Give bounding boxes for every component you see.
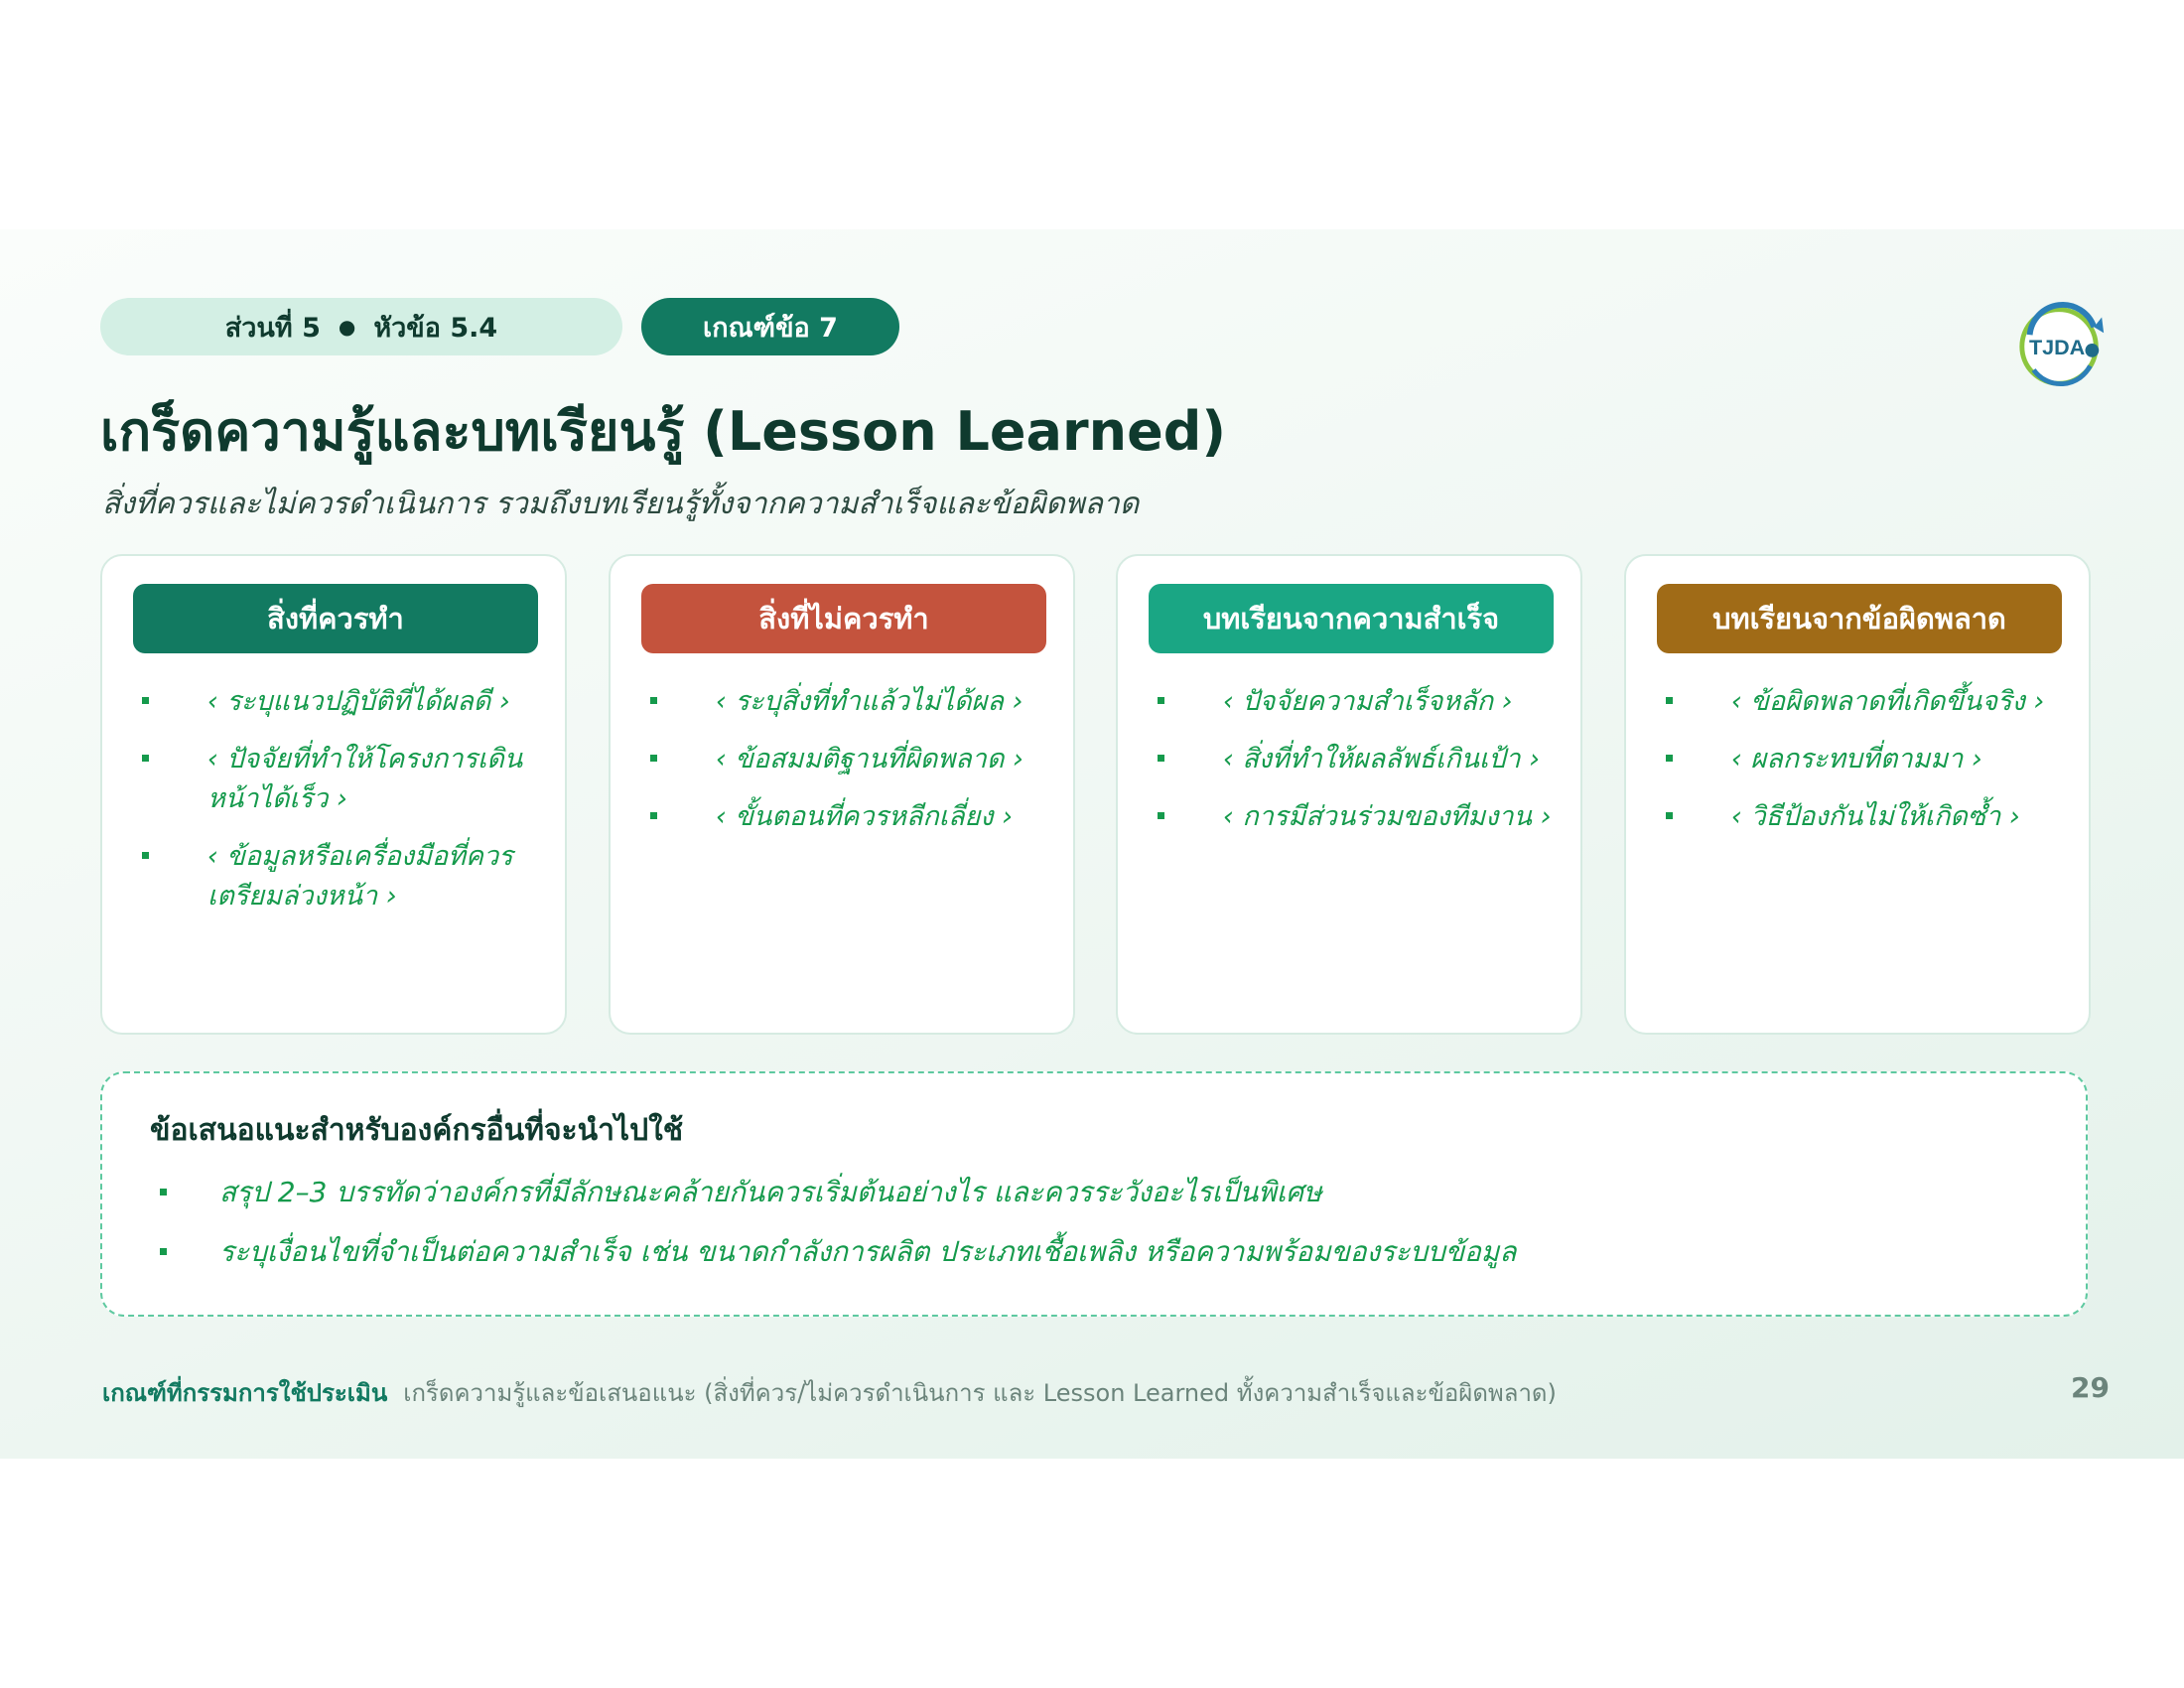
bullet-dot-icon: ● xyxy=(338,315,356,339)
recommendation-list xyxy=(158,1173,2044,1292)
topic-label: หัวข้อ 5.4 xyxy=(373,312,498,344)
tjda-logo xyxy=(2012,296,2110,393)
card-do-title: สิ่งที่ควรทำ xyxy=(267,602,404,635)
card-do-list xyxy=(140,682,542,934)
recommendation-title: ข้อเสนอแนะสำหรับองค์กรอื่นที่จะนำไปใช้ xyxy=(150,1113,684,1148)
footer-text: เกร็ดความรู้และข้อเสนอแนะ (สิ่งที่ควร/ไม่ควรดำเนินการ และ Lesson Learned ทั้งความสำเร็จและข้อผิดพลาด) xyxy=(403,1378,1557,1407)
section-label: ส่วนที่ 5 xyxy=(224,312,321,344)
list-item: ‹ การมีส่วนร่วมของทีมงาน › xyxy=(1156,797,1558,837)
page-title: เกร็ดความรู้และบทเรียนรู้ (Lesson Learned) xyxy=(100,400,1227,463)
slide xyxy=(0,229,2184,1459)
list-item: ‹ ผลกระทบที่ตามมา › xyxy=(1664,740,2066,779)
footer xyxy=(102,1372,2085,1412)
card-do-header xyxy=(133,584,538,653)
card-mistake-header xyxy=(1657,584,2062,653)
card-dont xyxy=(609,554,1075,1035)
list-item: ‹ วิธีป้องกันไม่ให้เกิดซ้ำ › xyxy=(1664,797,2066,837)
card-success-title: บทเรียนจากความสำเร็จ xyxy=(1202,602,1500,635)
section-topic-pill xyxy=(100,298,622,355)
card-dont-list xyxy=(648,682,1050,855)
logo-text: TJDA xyxy=(2028,334,2086,359)
list-item: ระบุเงื่อนไขที่จำเป็นต่อความสำเร็จ เช่น ขนาดกำลังการผลิต ประเภทเชื้อเพลิง หรือความพร้อมของระบบข้อมูล xyxy=(158,1232,2044,1272)
card-success-header xyxy=(1149,584,1554,653)
list-item: ‹ ปัจจัยที่ทำให้โครงการเดินหน้าได้เร็ว › xyxy=(140,740,542,819)
list-item: ‹ ข้อสมมติฐานที่ผิดพลาด › xyxy=(648,740,1050,779)
list-item: ‹ ข้อมูลหรือเครื่องมือที่ควรเตรียมล่วงหน้า › xyxy=(140,837,542,916)
list-item: สรุป 2–3 บรรทัดว่าองค์กรที่มีลักษณะคล้ายกันควรเริ่มต้นอย่างไร และควรระวังอะไรเป็นพิเศษ xyxy=(158,1173,2044,1212)
list-item: ‹ ระบุสิ่งที่ทำแล้วไม่ได้ผล › xyxy=(648,682,1050,722)
card-mistake-list xyxy=(1664,682,2066,855)
criteria-label: เกณฑ์ข้อ 7 xyxy=(703,312,838,344)
footer-label: เกณฑ์ที่กรรมการใช้ประเมิน xyxy=(102,1378,388,1407)
card-dont-header xyxy=(641,584,1046,653)
card-do xyxy=(100,554,567,1035)
criteria-pill xyxy=(641,298,899,355)
list-item: ‹ ข้อผิดพลาดที่เกิดขึ้นจริง › xyxy=(1664,682,2066,722)
card-dont-title: สิ่งที่ไม่ควรทำ xyxy=(758,602,929,635)
card-success-lessons xyxy=(1116,554,1582,1035)
page-number: 29 xyxy=(2071,1371,2110,1404)
list-item: ‹ ระบุแนวปฏิบัติที่ได้ผลดี › xyxy=(140,682,542,722)
list-item: ‹ ขั้นตอนที่ควรหลีกเลี่ยง › xyxy=(648,797,1050,837)
list-item: ‹ สิ่งที่ทำให้ผลลัพธ์เกินเป้า › xyxy=(1156,740,1558,779)
page-subtitle: สิ่งที่ควรและไม่ควรดำเนินการ รวมถึงบทเรียนรู้ทั้งจากความสำเร็จและข้อผิดพลาด xyxy=(102,487,1140,521)
card-mistake-title: บทเรียนจากข้อผิดพลาด xyxy=(1712,602,2006,635)
list-item: ‹ ปัจจัยความสำเร็จหลัก › xyxy=(1156,682,1558,722)
card-mistake-lessons xyxy=(1624,554,2091,1035)
recommendation-box xyxy=(100,1071,2088,1317)
card-success-list xyxy=(1156,682,1558,855)
